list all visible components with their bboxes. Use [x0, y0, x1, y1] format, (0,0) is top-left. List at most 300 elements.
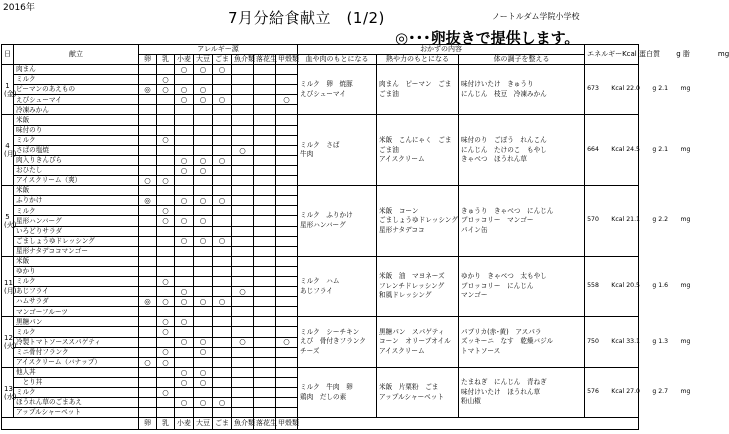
allergen-mark	[213, 337, 232, 347]
menu-item: 肉まん	[14, 65, 139, 75]
allergen-mark	[254, 135, 276, 145]
day-header: 日	[2, 45, 14, 65]
day-cell: 4 (月)	[2, 115, 14, 186]
ingredients-blood: ミルク ふりかけ 星形ハンバーグ	[298, 186, 377, 257]
allergen-mark: ○	[194, 216, 213, 226]
allergen-mark	[175, 357, 194, 367]
day-cell: 1 (金)	[2, 65, 14, 115]
allergen-mark: ○	[194, 236, 213, 246]
allergen-mark	[175, 176, 194, 186]
allergen-mark	[276, 266, 298, 276]
allergen-mark	[232, 176, 254, 186]
allergen-mark	[254, 226, 276, 236]
menu-item: アップルシャーベット	[14, 408, 139, 418]
allergy-group-header: アレルギー源	[139, 45, 298, 55]
allergen-mark	[254, 165, 276, 175]
allergen-mark: ○	[213, 297, 232, 307]
allergen-mark	[254, 216, 276, 226]
allergen-mark	[232, 155, 254, 165]
allergen-mark	[157, 398, 175, 408]
footer-allergen-row	[2, 418, 639, 430]
allergen-mark	[232, 105, 254, 115]
allergen-mark: ○	[157, 75, 175, 85]
allergen-mark	[232, 357, 254, 367]
allergen-mark	[157, 408, 175, 418]
allergen-mark	[139, 95, 157, 105]
allergen-mark: ○	[139, 357, 157, 367]
nutrition-cell: 576 Kcal 27.0 g 2.7 mg	[585, 367, 639, 417]
allergen-mark	[254, 145, 276, 155]
allergen-mark	[175, 125, 194, 135]
menu-item: 米飯	[14, 256, 139, 266]
allergen-mark	[232, 216, 254, 226]
allergen-mark	[276, 307, 298, 317]
allergen-mark	[276, 287, 298, 297]
table-row	[2, 367, 639, 377]
allergen-mark	[232, 226, 254, 236]
allergen-mark	[276, 75, 298, 85]
allergen-mark	[276, 388, 298, 398]
allergen-mark	[232, 236, 254, 246]
allergen-mark	[194, 388, 213, 398]
allergen-mark	[254, 125, 276, 135]
allergen-mark	[232, 75, 254, 85]
allergen-mark	[254, 367, 276, 377]
allergen-mark	[254, 256, 276, 266]
allergen-header-7: 甲殻類	[276, 55, 298, 65]
table-row	[2, 317, 639, 327]
allergen-mark	[213, 307, 232, 317]
allergen-mark	[139, 65, 157, 75]
allergen-mark: ○	[157, 276, 175, 286]
allergen-mark	[213, 287, 232, 297]
allergen-mark	[276, 297, 298, 307]
food-group-header-2: 体の調子を整える	[459, 55, 585, 65]
footer-spacer-right	[298, 418, 639, 430]
allergen-mark	[139, 367, 157, 377]
food-group-header-1: 熱や力のもとになる	[377, 55, 459, 65]
allergen-mark	[276, 216, 298, 226]
allergen-mark: ◎	[139, 297, 157, 307]
allergen-mark	[276, 125, 298, 135]
allergen-mark: ○	[157, 206, 175, 216]
menu-item: ふりかけ	[14, 196, 139, 206]
allergen-mark	[213, 276, 232, 286]
allergen-mark	[157, 95, 175, 105]
menu-item: ミルク	[14, 206, 139, 216]
allergen-mark: ○	[175, 337, 194, 347]
allergen-mark	[213, 388, 232, 398]
allergen-mark	[232, 347, 254, 357]
allergen-mark	[175, 246, 194, 256]
allergen-mark	[139, 216, 157, 226]
allergen-mark: ○	[194, 165, 213, 175]
menu-item: ごましょうゆドレッシング	[14, 236, 139, 246]
allergen-mark	[254, 176, 276, 186]
allergen-mark: ○	[213, 236, 232, 246]
allergen-mark	[175, 226, 194, 236]
allergen-mark	[213, 186, 232, 196]
nutrition-cell: 673 Kcal 22.0 g 2.1 mg	[585, 65, 639, 115]
allergen-mark: ○	[194, 347, 213, 357]
ingredients-body: ゆかり きゃべつ 太もやし ブロッコリー にんじん マンゴー	[459, 256, 585, 317]
allergen-mark	[276, 357, 298, 367]
ingredients-body: パプリカ(赤･黄) アスパラ ズッキーニ なす 乾燥バジル トマトソース	[459, 317, 585, 367]
allergen-mark: ○	[232, 287, 254, 297]
allergen-mark	[232, 246, 254, 256]
allergen-mark	[276, 256, 298, 266]
allergen-mark: ○	[175, 398, 194, 408]
allergen-mark	[175, 105, 194, 115]
allergen-mark	[175, 347, 194, 357]
allergen-mark	[194, 176, 213, 186]
allergen-mark	[254, 95, 276, 105]
ingredients-energy: 米飯 こんにゃく ごま ごま油 アイスクリーム	[377, 115, 459, 186]
allergen-mark	[254, 357, 276, 367]
allergen-mark	[232, 115, 254, 125]
menu-item: とり丼	[14, 377, 139, 387]
menu-item: ミルク	[14, 135, 139, 145]
allergen-mark	[157, 226, 175, 236]
allergen-mark	[276, 347, 298, 357]
allergen-mark	[254, 317, 276, 327]
allergen-mark	[276, 105, 298, 115]
allergen-mark	[254, 388, 276, 398]
allergen-mark	[175, 145, 194, 155]
school-name: ノートルダム学院小学校	[492, 12, 580, 21]
menu-item: ミルク	[14, 327, 139, 337]
allergen-mark	[157, 105, 175, 115]
allergen-mark	[175, 75, 194, 85]
allergen-mark	[139, 408, 157, 418]
allergen-mark	[194, 105, 213, 115]
menu-item: ハムサラダ	[14, 297, 139, 307]
allergen-mark	[157, 115, 175, 125]
allergen-header-3: 大豆	[194, 55, 213, 65]
allergen-mark	[139, 226, 157, 236]
allergen-mark: ○	[157, 347, 175, 357]
allergen-mark	[254, 196, 276, 206]
footer-allergen-6: 落花生	[254, 418, 276, 430]
menu-item: ほうれん草のごまあえ	[14, 398, 139, 408]
allergen-mark: ○	[175, 287, 194, 297]
allergen-mark: ○	[175, 297, 194, 307]
allergen-mark	[139, 246, 157, 256]
allergen-mark	[232, 196, 254, 206]
ingredients-energy: 米飯 コーン ごましょうゆドレッシング 星形ナタデココ	[377, 186, 459, 257]
allergen-mark: ○	[175, 155, 194, 165]
allergen-mark	[276, 155, 298, 165]
allergen-mark	[213, 347, 232, 357]
allergen-mark: ○	[213, 95, 232, 105]
ingredients-energy: 米飯 油 マヨネーズ フレンチドレッシング 和風ドレッシング	[377, 256, 459, 317]
allergen-mark: ◎	[139, 85, 157, 95]
allergen-mark	[254, 377, 276, 387]
allergen-header-2: 小麦	[175, 55, 194, 65]
menu-item: 星形ナタデココマンゴー	[14, 246, 139, 256]
nutrition-cell: 750 Kcal 33.1 g 1.3 mg	[585, 317, 639, 367]
menu-item: 冷製トマトソーススパゲティ	[14, 337, 139, 347]
allergen-mark	[157, 155, 175, 165]
allergen-mark	[139, 256, 157, 266]
allergen-mark	[213, 135, 232, 145]
allergen-mark	[175, 276, 194, 286]
allergen-mark	[157, 145, 175, 155]
table-row	[2, 65, 639, 75]
allergen-mark	[194, 246, 213, 256]
allergen-header-0: 卵	[139, 55, 157, 65]
allergen-mark	[157, 246, 175, 256]
allergen-mark: ○	[276, 337, 298, 347]
allergen-mark	[157, 65, 175, 75]
allergen-mark	[194, 266, 213, 276]
allergen-mark	[232, 186, 254, 196]
allergen-mark	[276, 317, 298, 327]
menu-item: 星形ハンバーグ	[14, 216, 139, 226]
allergen-mark	[254, 398, 276, 408]
menu-item: 米飯	[14, 186, 139, 196]
footer-allergen-0: 卵	[139, 418, 157, 430]
allergen-mark	[213, 216, 232, 226]
allergen-mark	[157, 186, 175, 196]
allergen-mark: ○	[157, 85, 175, 95]
allergen-mark	[175, 388, 194, 398]
allergen-header-5: 魚介類	[232, 55, 254, 65]
allergen-mark: ○	[157, 317, 175, 327]
allergen-mark	[194, 256, 213, 266]
allergen-mark	[213, 266, 232, 276]
footer-allergen-7: 甲殻類	[276, 418, 298, 430]
allergen-mark: ○	[194, 196, 213, 206]
allergen-mark	[139, 145, 157, 155]
table-row	[2, 256, 639, 266]
allergen-mark	[232, 377, 254, 387]
allergen-mark	[175, 115, 194, 125]
allergen-mark	[276, 246, 298, 256]
allergen-mark	[194, 317, 213, 327]
allergen-mark	[232, 266, 254, 276]
allergen-mark	[276, 236, 298, 246]
allergen-header-4: ごま	[213, 55, 232, 65]
ingredients-blood: ミルク 牛肉 卵 鶏肉 だしの素	[298, 367, 377, 417]
nutrition-cell: 558 Kcal 20.5 g 1.6 mg	[585, 256, 639, 317]
allergen-mark	[254, 287, 276, 297]
allergen-mark	[194, 75, 213, 85]
allergen-mark	[139, 75, 157, 85]
allergen-mark	[194, 115, 213, 125]
header-row-top	[2, 45, 639, 55]
ingredients-blood: ミルク ハム あじフライ	[298, 256, 377, 317]
allergen-mark	[157, 337, 175, 347]
allergen-mark: ○	[175, 85, 194, 95]
allergen-mark	[213, 125, 232, 135]
allergen-mark	[194, 125, 213, 135]
allergen-mark	[254, 65, 276, 75]
ingredients-energy: 黒糖パン スパゲティ コーン オリーブオイル アイスクリーム	[377, 317, 459, 367]
allergen-mark	[276, 135, 298, 145]
nutrition-cell: 570 Kcal 21.1 g 2.2 mg	[585, 186, 639, 257]
allergen-mark	[276, 165, 298, 175]
footer-allergen-2: 小麦	[175, 418, 194, 430]
nutrition-header: エネルギーKcal 蛋白質 g 脂 mg	[585, 45, 639, 65]
allergen-mark: ○	[157, 216, 175, 226]
allergen-mark	[254, 85, 276, 95]
allergen-mark: ○	[276, 95, 298, 105]
menu-item: ミルク	[14, 276, 139, 286]
allergen-mark: ○	[194, 398, 213, 408]
allergen-mark	[232, 276, 254, 286]
allergen-mark	[139, 155, 157, 165]
ingredients-blood: ミルク シーチキン えび 骨付きフランク チーズ	[298, 317, 377, 367]
allergen-mark: ○	[194, 297, 213, 307]
allergen-mark: ○	[175, 367, 194, 377]
allergen-mark	[232, 95, 254, 105]
allergen-mark	[213, 408, 232, 418]
year-label: 2016年	[3, 3, 35, 13]
allergen-mark	[254, 105, 276, 115]
allergen-mark	[254, 206, 276, 216]
menu-item: さばの塩焼	[14, 145, 139, 155]
allergen-mark: ○	[175, 196, 194, 206]
allergen-mark	[254, 155, 276, 165]
allergen-mark	[232, 367, 254, 377]
allergen-mark	[139, 276, 157, 286]
allergen-mark	[139, 236, 157, 246]
allergen-mark	[254, 266, 276, 276]
footer-spacer	[2, 418, 139, 430]
menu-table	[1, 44, 729, 430]
allergen-mark	[139, 317, 157, 327]
allergen-mark	[139, 337, 157, 347]
menu-item: えびシューマイ	[14, 95, 139, 105]
allergen-mark	[213, 145, 232, 155]
ingredients-energy: 米飯 片栗粉 ごま アップルシャーベット	[377, 367, 459, 417]
allergen-mark	[139, 165, 157, 175]
allergen-mark	[276, 145, 298, 155]
allergen-mark: ○	[194, 85, 213, 95]
day-cell: 11 (月)	[2, 256, 14, 317]
allergen-mark	[157, 125, 175, 135]
menu-item: ミルク	[14, 75, 139, 85]
allergen-mark	[254, 186, 276, 196]
allergen-mark	[232, 165, 254, 175]
allergen-mark	[175, 206, 194, 216]
allergen-mark	[139, 266, 157, 276]
footer-allergen-3: 大豆	[194, 418, 213, 430]
footer-allergen-5: 魚介類	[232, 418, 254, 430]
allergen-mark	[157, 307, 175, 317]
menu-item: おひたし	[14, 165, 139, 175]
menu-item: 米飯	[14, 115, 139, 125]
allergen-mark	[194, 307, 213, 317]
allergen-mark	[276, 176, 298, 186]
allergen-mark	[254, 337, 276, 347]
allergen-mark	[213, 85, 232, 95]
allergen-mark	[194, 206, 213, 216]
allergen-mark: ○	[194, 367, 213, 377]
allergen-mark	[213, 367, 232, 377]
menu-body	[2, 64, 691, 418]
menu-item: 味付のり	[14, 125, 139, 135]
allergen-mark	[139, 388, 157, 398]
menu-item: ミルク	[14, 388, 139, 398]
allergen-mark: ○	[175, 165, 194, 175]
allergen-mark	[213, 115, 232, 125]
allergen-mark	[139, 377, 157, 387]
allergen-mark	[194, 408, 213, 418]
allergen-mark	[175, 135, 194, 145]
allergen-mark	[213, 226, 232, 236]
allergen-mark	[232, 65, 254, 75]
allergen-mark	[232, 206, 254, 216]
allergen-mark: ○	[232, 337, 254, 347]
allergen-mark	[213, 165, 232, 175]
allergen-mark	[157, 196, 175, 206]
allergen-mark	[213, 317, 232, 327]
allergen-mark	[175, 307, 194, 317]
allergen-mark	[276, 276, 298, 286]
allergen-mark: ○	[157, 388, 175, 398]
allergen-mark	[194, 186, 213, 196]
allergen-mark	[157, 236, 175, 246]
allergen-mark	[254, 307, 276, 317]
allergen-mark	[276, 408, 298, 418]
allergen-mark	[139, 327, 157, 337]
allergen-mark	[232, 85, 254, 95]
menu-item: 黒糖パン	[14, 317, 139, 327]
allergen-mark	[276, 398, 298, 408]
menu-item: 他人丼	[14, 367, 139, 377]
ingredients-blood: ミルク さば 牛肉	[298, 115, 377, 186]
allergen-mark	[175, 327, 194, 337]
menu-item: アイスクリーム（爽）	[14, 176, 139, 186]
allergen-mark	[139, 398, 157, 408]
allergen-mark	[254, 297, 276, 307]
allergen-mark	[254, 246, 276, 256]
allergen-mark	[157, 266, 175, 276]
menu-item: ゆかり	[14, 266, 139, 276]
allergen-mark	[213, 377, 232, 387]
allergen-mark	[194, 287, 213, 297]
allergen-header-1: 乳	[157, 55, 175, 65]
allergen-mark: ○	[194, 377, 213, 387]
allergen-mark	[232, 327, 254, 337]
allergen-mark	[254, 236, 276, 246]
allergen-mark	[254, 115, 276, 125]
allergen-mark: ○	[157, 357, 175, 367]
menu-header: 献立	[14, 45, 139, 65]
allergen-mark	[175, 186, 194, 196]
allergen-mark	[276, 186, 298, 196]
day-cell: 13 (水)	[2, 367, 14, 417]
allergen-mark: ○	[175, 236, 194, 246]
allergen-mark: ○	[194, 155, 213, 165]
allergen-mark	[276, 65, 298, 75]
allergen-mark	[175, 266, 194, 276]
allergen-mark: ○	[194, 337, 213, 347]
allergen-mark	[276, 115, 298, 125]
allergen-mark	[276, 196, 298, 206]
allergen-mark	[157, 367, 175, 377]
allergen-mark: ○	[232, 145, 254, 155]
allergen-mark	[157, 287, 175, 297]
allergen-mark: ○	[157, 297, 175, 307]
day-cell: 12 (火)	[2, 317, 14, 367]
allergen-mark	[254, 408, 276, 418]
allergen-mark	[213, 75, 232, 85]
allergen-mark	[213, 105, 232, 115]
allergen-mark: ○	[139, 176, 157, 186]
